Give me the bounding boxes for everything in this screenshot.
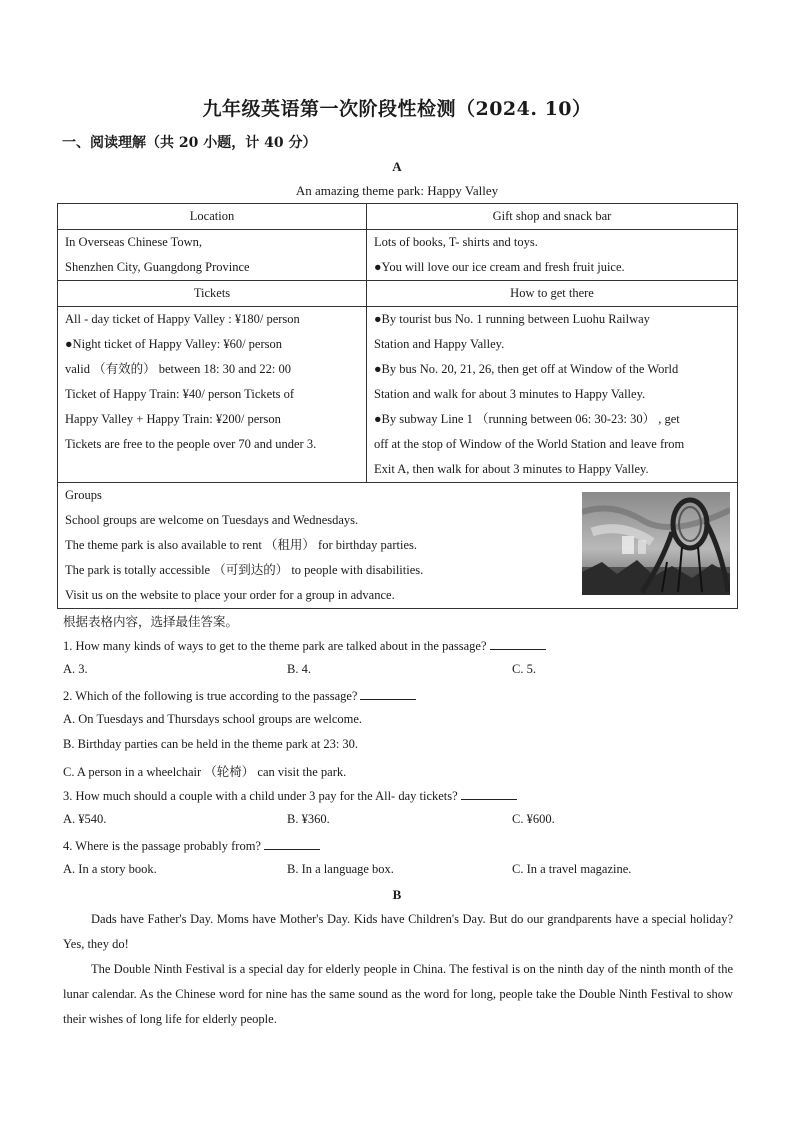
question-2-text: 2. Which of the following is true according to the passage? — [63, 689, 358, 703]
answer-blank[interactable] — [461, 787, 517, 800]
page-title: 九年级英语第一次阶段性检测（2024. 10） — [202, 98, 592, 120]
section-heading: 一、阅读理解（共 20 小题，计 40 分） — [62, 135, 317, 151]
passage-b-paragraph-2: The Double Ninth Festival is a special day for elderly people in China. The festival is on the ninth day of the ninth month of the lunar calendar. As the Chinese word for nine has the same sound as the word for long, people take the Double Ninth Festival to show their wishes of long life for elderly people. — [63, 962, 733, 1026]
question-3-option-c[interactable]: C. ¥600. — [512, 812, 555, 826]
question-3-option-a[interactable]: A. ¥540. — [63, 812, 107, 826]
directions-line: ●By tourist bus No. 1 running between Luohu Railway — [374, 312, 650, 326]
question-1 — [63, 637, 546, 654]
passage-b-paragraph-1: Dads have Father's Day. Moms have Mother's Day. Kids have Children's Day. But do our grandparents have a special holiday? Yes, they do! — [63, 912, 733, 951]
directions-line: Station and Happy Valley. — [374, 337, 505, 351]
groups-line: School groups are welcome on Tuesdays and Wednesdays. — [65, 513, 359, 527]
answer-blank[interactable] — [264, 837, 320, 850]
groups-heading: Groups — [65, 488, 102, 502]
question-2-option-a[interactable]: A. On Tuesdays and Thursdays school groups are welcome. — [63, 712, 363, 726]
tickets-line: All - day ticket of Happy Valley : ¥180/ person — [65, 312, 300, 326]
directions-line: Station and walk for about 3 minutes to Happy Valley. — [374, 387, 646, 401]
directions-line: off at the stop of Window of the World Station and leave from — [374, 437, 685, 451]
question-4 — [63, 837, 320, 854]
tickets-line: Ticket of Happy Train: ¥40/ person Tickets of — [65, 387, 295, 401]
question-2 — [63, 687, 416, 704]
question-1-text: 1. How many kinds of ways to get to the theme park are talked about in the passage? — [63, 639, 487, 653]
gift-shop-cell — [367, 230, 738, 281]
question-1-option-b[interactable]: B. 4. — [287, 662, 311, 676]
tickets-line: Tickets are free to the people over 70 and under 3. — [65, 437, 317, 451]
passage-a-subtitle: An amazing theme park: Happy Valley — [295, 183, 499, 198]
question-3-option-b[interactable]: B. ¥360. — [287, 812, 330, 826]
location-line: In Overseas Chinese Town, — [65, 235, 203, 249]
directions-line: ●By subway Line 1 （running between 06: 30-23: 30） , get — [374, 412, 680, 426]
question-1-option-a[interactable]: A. 3. — [63, 662, 88, 676]
gift-shop-line: ●You will love our ice cream and fresh fruit juice. — [374, 260, 625, 274]
instruction-text: 根据表格内容，选择最佳答案。 — [63, 615, 239, 629]
tickets-line: Happy Valley + Happy Train: ¥200/ person — [65, 412, 281, 426]
groups-line: The theme park is also available to rent （租用） for birthday parties. — [65, 538, 417, 552]
roller-coaster-photo — [582, 492, 730, 595]
how-to-get-there-header: How to get there — [367, 281, 738, 307]
groups-cell — [58, 483, 738, 609]
tickets-cell — [58, 307, 367, 483]
groups-line: Visit us on the website to place your order for a group in advance. — [65, 588, 395, 602]
gift-shop-header: Gift shop and snack bar — [367, 204, 738, 230]
question-4-text: 4. Where is the passage probably from? — [63, 839, 261, 853]
how-to-get-there-cell — [367, 307, 738, 483]
directions-line: Exit A, then walk for about 3 minutes to Happy Valley. — [374, 462, 649, 476]
location-cell — [58, 230, 367, 281]
question-2-option-b[interactable]: B. Birthday parties can be held in the theme park at 23: 30. — [63, 737, 359, 751]
gift-shop-line: Lots of books, T- shirts and toys. — [374, 235, 538, 249]
question-2-option-c[interactable]: C. A person in a wheelchair （轮椅） can visit the park. — [63, 765, 347, 779]
question-4-option-b[interactable]: B. In a language box. — [287, 862, 394, 876]
passage-b-label: B — [392, 887, 402, 902]
question-4-option-c[interactable]: C. In a travel magazine. — [512, 862, 632, 876]
answer-blank[interactable] — [490, 637, 546, 650]
tickets-header: Tickets — [58, 281, 367, 307]
passage-a-label: A — [392, 159, 402, 174]
location-header: Location — [58, 204, 367, 230]
question-3 — [63, 787, 517, 804]
tickets-line: valid （有效的） between 18: 30 and 22: 00 — [65, 362, 292, 376]
question-4-option-a[interactable]: A. In a story book. — [63, 862, 157, 876]
answer-blank[interactable] — [360, 687, 416, 700]
question-1-option-c[interactable]: C. 5. — [512, 662, 536, 676]
theme-park-table — [57, 203, 738, 609]
location-line: Shenzhen City, Guangdong Province — [65, 260, 250, 274]
directions-line: ●By bus No. 20, 21, 26, then get off at Window of the World — [374, 362, 679, 376]
question-3-text: 3. How much should a couple with a child under 3 pay for the All- day tickets? — [63, 789, 458, 803]
tickets-line: ●Night ticket of Happy Valley: ¥60/ person — [65, 337, 283, 351]
groups-line: The park is totally accessible （可到达的） to people with disabilities. — [65, 563, 424, 577]
